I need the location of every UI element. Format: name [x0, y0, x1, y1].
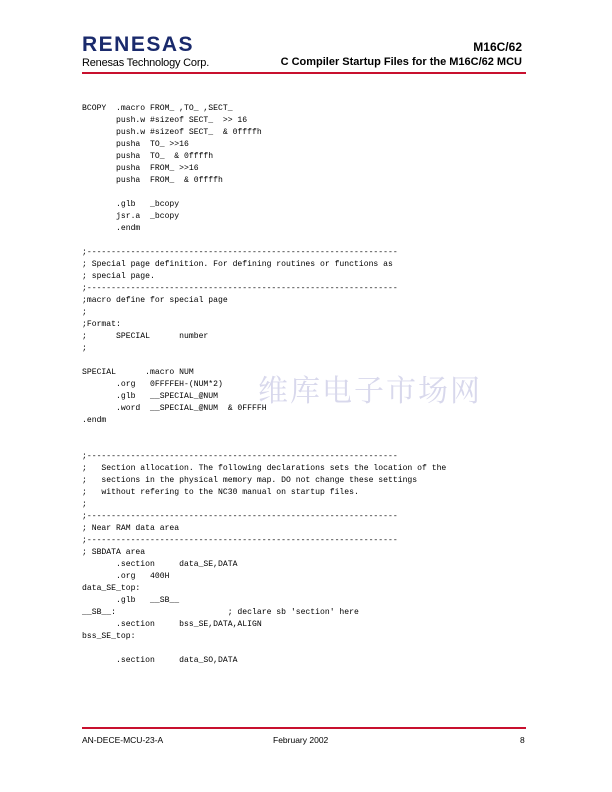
code-listing: [82, 103, 446, 667]
code-line: .section data_SE,DATA: [82, 560, 238, 569]
code-line: ; without refering to the NC30 manual on startup files.: [82, 488, 359, 497]
header-rule: [82, 72, 526, 74]
code-line: .section bss_SE,DATA,ALIGN: [82, 620, 262, 629]
code-line: .endm: [82, 224, 141, 233]
company-name: Renesas Technology Corp.: [82, 57, 210, 69]
code-line: ;----------------------------------------------------------------: [82, 284, 398, 293]
code-line: pusha TO_ & 0ffffh: [82, 152, 214, 161]
renesas-logo-text: RENESAS: [82, 33, 195, 56]
code-line: ; Section allocation. The following declarations sets the location of the: [82, 464, 447, 473]
product-name: M16C/62: [473, 40, 522, 54]
document-title: C Compiler Startup Files for the M16C/62 MCU: [280, 56, 522, 68]
code-line: ; Near RAM data area: [82, 524, 180, 533]
code-line: SPECIAL .macro NUM: [82, 368, 194, 377]
page-number: 8: [520, 735, 525, 745]
code-line: bss_SE_top:: [82, 632, 136, 641]
code-line: ; special page.: [82, 272, 155, 281]
code-line: pusha TO_ >>16: [82, 140, 189, 149]
footer-rule: [82, 727, 526, 729]
code-line: ;Format:: [82, 320, 121, 329]
code-line: data_SE_top:: [82, 584, 141, 593]
code-line: .endm: [82, 416, 107, 425]
code-line: ;----------------------------------------------------------------: [82, 512, 398, 521]
code-line: .glb _bcopy: [82, 200, 180, 209]
company-logo: [82, 34, 209, 69]
code-line: jsr.a _bcopy: [82, 212, 180, 221]
code-line: ;----------------------------------------------------------------: [82, 536, 398, 545]
publication-date: February 2002: [273, 735, 329, 745]
code-line: BCOPY .macro FROM_ ,TO_ ,SECT_: [82, 104, 233, 113]
code-line: ;macro define for special page: [82, 296, 228, 305]
code-line: ; SBDATA area: [82, 548, 146, 557]
code-line: ;: [82, 344, 87, 353]
code-line: ;----------------------------------------------------------------: [82, 248, 398, 257]
code-line: ; SPECIAL number: [82, 332, 209, 341]
code-line: push.w #sizeof SECT_ & 0ffffh: [82, 128, 262, 137]
code-line: __SB__: ; declare sb 'section' here: [82, 608, 359, 617]
code-line: ;: [82, 500, 87, 509]
code-line: .org 400H: [82, 572, 170, 581]
code-line: ;----------------------------------------------------------------: [82, 452, 398, 461]
code-line: push.w #sizeof SECT_ >> 16: [82, 116, 248, 125]
code-line: ; sections in the physical memory map. DO not change these settings: [82, 476, 418, 485]
code-line: .org 0FFFFEH-(NUM*2): [82, 380, 223, 389]
document-number: AN-DECE-MCU-23-A: [82, 735, 164, 745]
code-line: .glb __SPECIAL_@NUM: [82, 392, 218, 401]
code-line: .word __SPECIAL_@NUM & 0FFFFH: [82, 404, 267, 413]
code-line: .section data_SO,DATA: [82, 656, 238, 665]
code-line: .glb __SB__: [82, 596, 180, 605]
code-line: pusha FROM_ >>16: [82, 164, 199, 173]
document-header: [281, 40, 522, 68]
code-line: pusha FROM_ & 0ffffh: [82, 176, 223, 185]
watermark: 维库电子市场网: [258, 374, 482, 409]
code-line: ; Special page definition. For defining routines or functions as: [82, 260, 393, 269]
code-line: ;: [82, 308, 87, 317]
